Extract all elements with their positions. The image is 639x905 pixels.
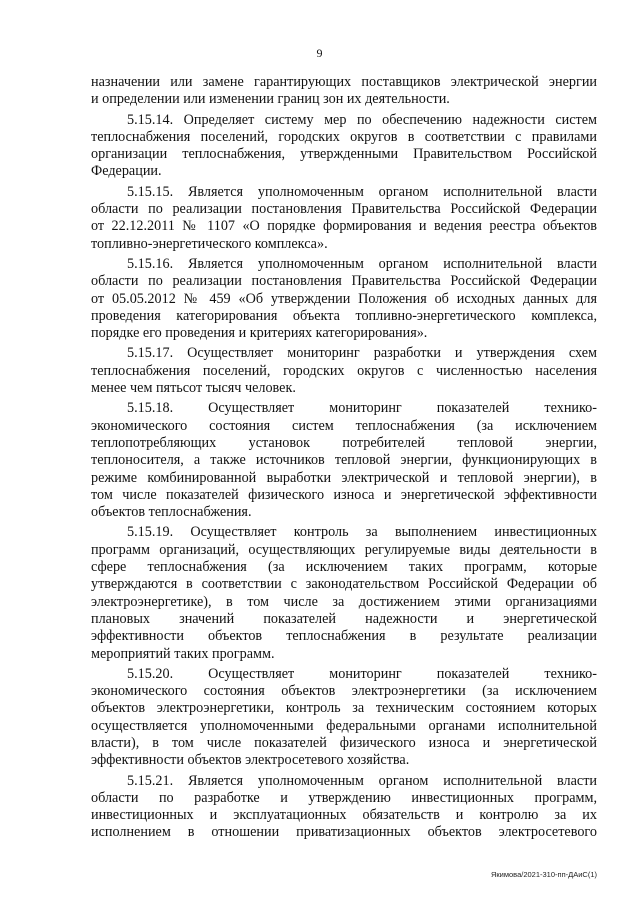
- text-line: объектов теплоснабжения.: [91, 504, 252, 521]
- text-line: области по реализации постановления Правительства Российской Федерации: [91, 273, 597, 290]
- text-line: 5.15.21. Является уполномоченным органом исполнительной власти: [127, 772, 597, 789]
- text-line: эффективности объектов теплоснабжения в результате реализации: [91, 628, 597, 645]
- text-line: от 05.05.2012 № 459 «Об утверждении Положения об исходных данных для: [91, 290, 597, 307]
- page-number: 9: [316, 46, 323, 60]
- text-line: 5.15.20. Осуществляет мониторинг показателей технико-: [127, 665, 597, 682]
- text-line: осуществляется уполномоченными федеральными органами исполнительной: [91, 717, 597, 734]
- text-line: мероприятий таких программ.: [91, 645, 275, 662]
- text-line: том числе показателей физического износа и энергетической эффективности: [91, 486, 597, 503]
- text-line: власти), в том числе показателей физического износа и энергетической: [91, 734, 597, 751]
- text-line: области по разработке и утверждению инвестиционных программ,: [91, 789, 597, 806]
- text-line: эффективности объектов электросетевого хозяйства.: [91, 752, 410, 769]
- text-line: теплопотребляющих установок потребителей тепловой энергии,: [91, 434, 597, 451]
- text-line: Федерации.: [91, 163, 162, 180]
- text-line: порядке его проведения и критериях категорирования».: [91, 325, 428, 342]
- text-line: 5.15.18. Осуществляет мониторинг показателей технико-: [127, 400, 597, 417]
- text-line: 5.15.17. Осуществляет мониторинг разработки и утверждения схем: [127, 345, 597, 362]
- text-line: теплоснабжения поселений, городских округов с численностью населения: [91, 362, 597, 379]
- text-line: 5.15.19. Осуществляет контроль за выполнением инвестиционных: [127, 524, 597, 541]
- text-line: 5.15.15. Является уполномоченным органом исполнительной власти: [127, 183, 597, 200]
- text-line: исполнением в отношении приватизационных объектов электросетевого: [91, 824, 597, 841]
- text-line: организации теплоснабжения, утвержденными Правительством Российской: [91, 146, 597, 163]
- text-line: экономического состояния систем теплоснабжения (за исключением: [91, 417, 597, 434]
- text-line: утверждаются в соответствии с законодательством Российской Федерации об: [91, 576, 597, 593]
- text-line: 5.15.14. Определяет систему мер по обеспечению надежности систем: [127, 111, 597, 128]
- text-line: программ организаций, осуществляющих регулируемые виды деятельности в: [91, 541, 597, 558]
- paragraph-5-15-21: [91, 773, 597, 842]
- text-line: плановых значений показателей надежности и энергетической: [91, 610, 597, 627]
- paragraph-5-15-17: [91, 345, 597, 397]
- text-line: назначении или замене гарантирующих поставщиков электрической энергии: [91, 74, 597, 90]
- paragraph-5-15-16: [91, 256, 597, 342]
- document-body: [91, 74, 597, 842]
- text-line: экономического состояния объектов электроэнергетики (за исключением: [91, 683, 597, 700]
- text-line: режиме комбинированной выработки электрической и тепловой энергии), в: [91, 469, 597, 486]
- text-line: 5.15.16. Является уполномоченным органом исполнительной власти: [127, 255, 597, 272]
- text-line: менее чем пятьсот тысяч человек.: [91, 380, 296, 397]
- paragraph-continuation: [91, 74, 597, 109]
- paragraph-5-15-15: [91, 184, 597, 253]
- document-footer-id: Якимова/2021-310-пп-ДАиС(1): [490, 870, 597, 879]
- paragraph-5-15-19: [91, 524, 597, 662]
- paragraph-5-15-20: [91, 666, 597, 770]
- paragraph-5-15-14: [91, 112, 597, 181]
- text-line: объектов электроэнергетики, контроль за техническим состоянием которых: [91, 700, 597, 717]
- text-line: и определении или изменении границ зон их деятельности.: [91, 91, 450, 108]
- text-line: электроэнергетике), в том числе за достижением этими организациями: [91, 593, 597, 610]
- text-line: от 22.12.2011 № 1107 «О порядке формирования и ведения реестра объектов: [91, 218, 597, 235]
- text-line: инвестиционных и эксплуатационных обязательств и контролю за их: [91, 807, 597, 824]
- text-line: проведения категорирования объекта топливно-энергетического комплекса,: [91, 307, 597, 324]
- text-line: области по реализации постановления Правительства Российской Федерации: [91, 201, 597, 218]
- text-line: топливно-энергетического комплекса».: [91, 235, 328, 252]
- paragraph-5-15-18: [91, 400, 597, 521]
- text-line: сфере теплоснабжения (за исключением таких программ, которые: [91, 559, 597, 576]
- text-line: теплоносителя, а также источников тепловой энергии, функционирующих в: [91, 452, 597, 469]
- text-line: теплоснабжения поселений, городских округов в соответствии с правилами: [91, 128, 597, 145]
